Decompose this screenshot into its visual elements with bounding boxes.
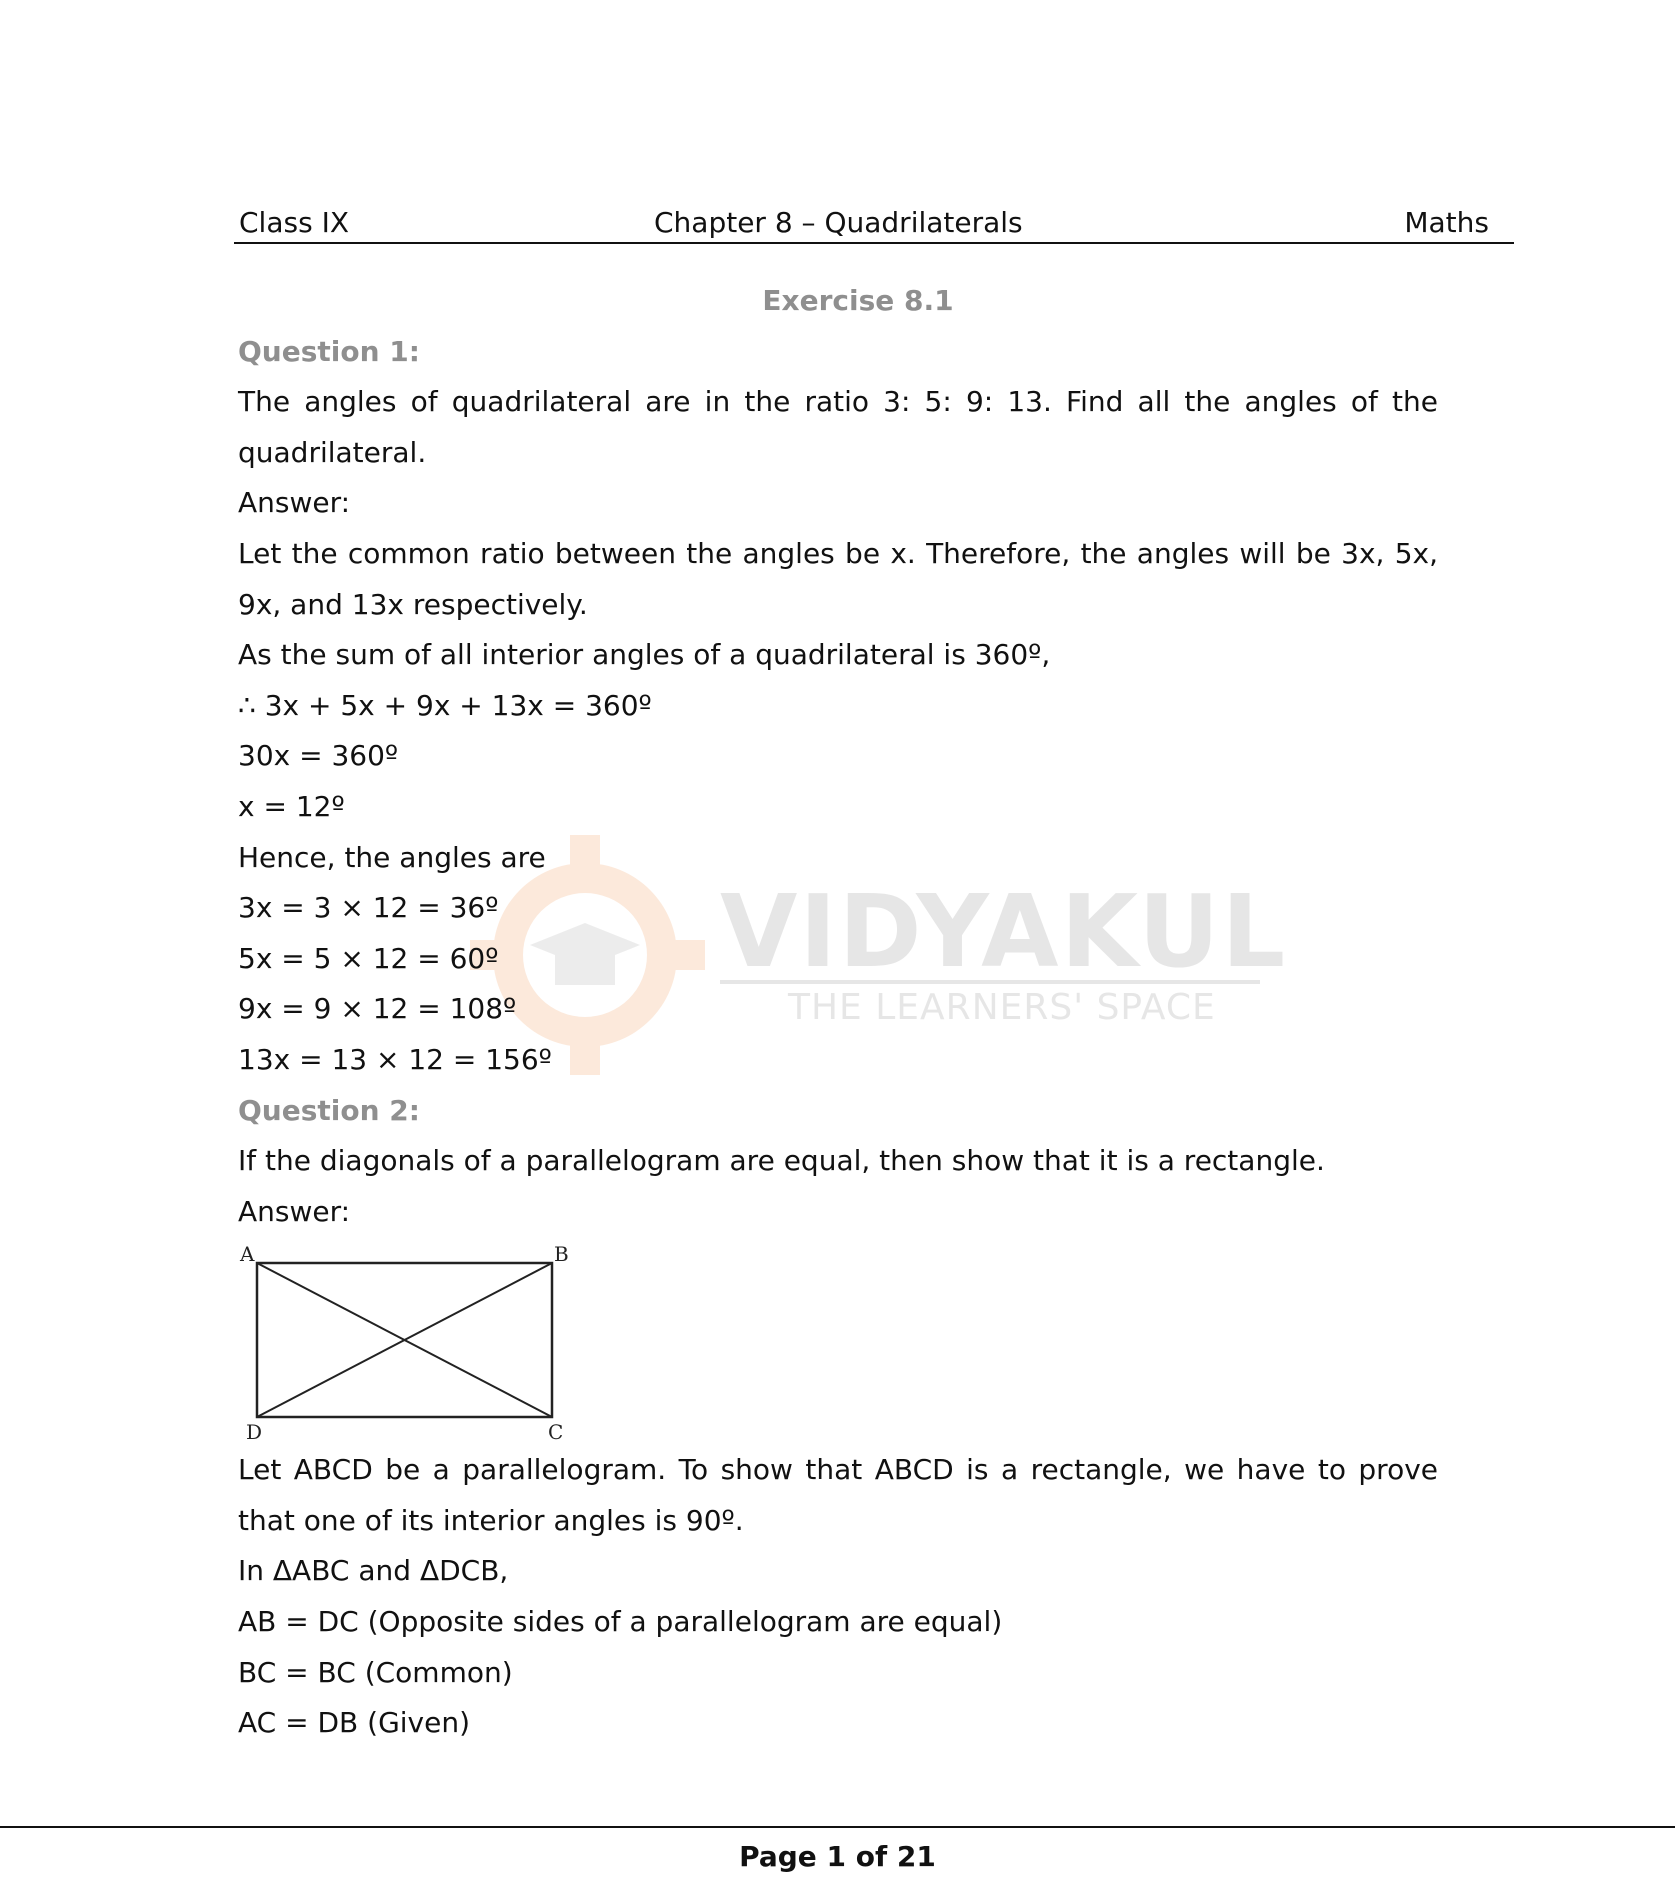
class-label: Class IX: [239, 206, 350, 239]
answer-2-line: that one of its interior angles is 90º.: [238, 1503, 744, 1537]
exercise-title: Exercise 8.1: [762, 284, 954, 317]
watermark-title: VIDYAKUL: [720, 873, 1288, 990]
answer-1-label: Answer:: [238, 486, 351, 520]
vertex-label-b: B: [554, 1242, 569, 1267]
answer-1-line: x = 12º: [238, 789, 345, 823]
answer-1-line: 9x = 9 × 12 = 108º: [238, 992, 517, 1026]
question-1-heading: Question 1:: [238, 334, 420, 368]
answer-2-label: Answer:: [238, 1194, 351, 1228]
page-number: Page 1 of 21: [739, 1840, 936, 1873]
question-2-heading: Question 2:: [238, 1093, 420, 1127]
answer-1-line: Hence, the angles are: [238, 840, 546, 874]
question-1-text: The angles of quadrilateral are in the ratio 3: 5: 9: 13. Find all the angles of the: [238, 385, 1438, 419]
question-1-text-cont: quadrilateral.: [238, 435, 427, 469]
rectangle-diagram: [238, 1239, 1438, 1445]
answer-1-line: 5x = 5 × 12 = 60º: [238, 941, 499, 975]
answer-1-line: Let the common ratio between the angles be x. Therefore, the angles will be 3x, 5x,: [238, 536, 1438, 570]
page-content: [238, 276, 1438, 1749]
chapter-title: Chapter 8 – Quadrilaterals: [654, 206, 1023, 239]
answer-1-line: 9x, and 13x respectively.: [238, 587, 588, 621]
answer-1-line: 13x = 13 × 12 = 156º: [238, 1042, 552, 1076]
vertex-label-d: D: [246, 1420, 263, 1445]
answer-2-line: Let ABCD be a parallelogram. To show that ABCD is a rectangle, we have to prove: [238, 1453, 1438, 1487]
rectangle-abcd-figure: [238, 1239, 578, 1445]
subject-label: Maths: [1404, 206, 1489, 239]
answer-2-line: AC = DB (Given): [238, 1706, 471, 1740]
answer-1-line: 3x = 3 × 12 = 36º: [238, 891, 499, 925]
vertex-label-c: C: [548, 1420, 564, 1445]
answer-2-line: BC = BC (Common): [238, 1655, 513, 1689]
answer-2-line: In ΔABC and ΔDCB,: [238, 1554, 509, 1588]
answer-1-line: ∴ 3x + 5x + 9x + 13x = 360º: [238, 688, 652, 722]
vertex-label-a: A: [240, 1242, 255, 1267]
answer-1-line: 30x = 360º: [238, 739, 399, 773]
watermark-subtitle: THE LEARNERS' SPACE: [788, 987, 1216, 1028]
footer-rule: [0, 1826, 1675, 1828]
answer-1-line: As the sum of all interior angles of a quadrilateral is 360º,: [238, 638, 1051, 672]
page-header: [234, 206, 1514, 244]
question-2-text: If the diagonals of a parallelogram are equal, then show that it is a rectangle.: [238, 1144, 1325, 1178]
answer-2-line: AB = DC (Opposite sides of a parallelogram are equal): [238, 1605, 1003, 1639]
